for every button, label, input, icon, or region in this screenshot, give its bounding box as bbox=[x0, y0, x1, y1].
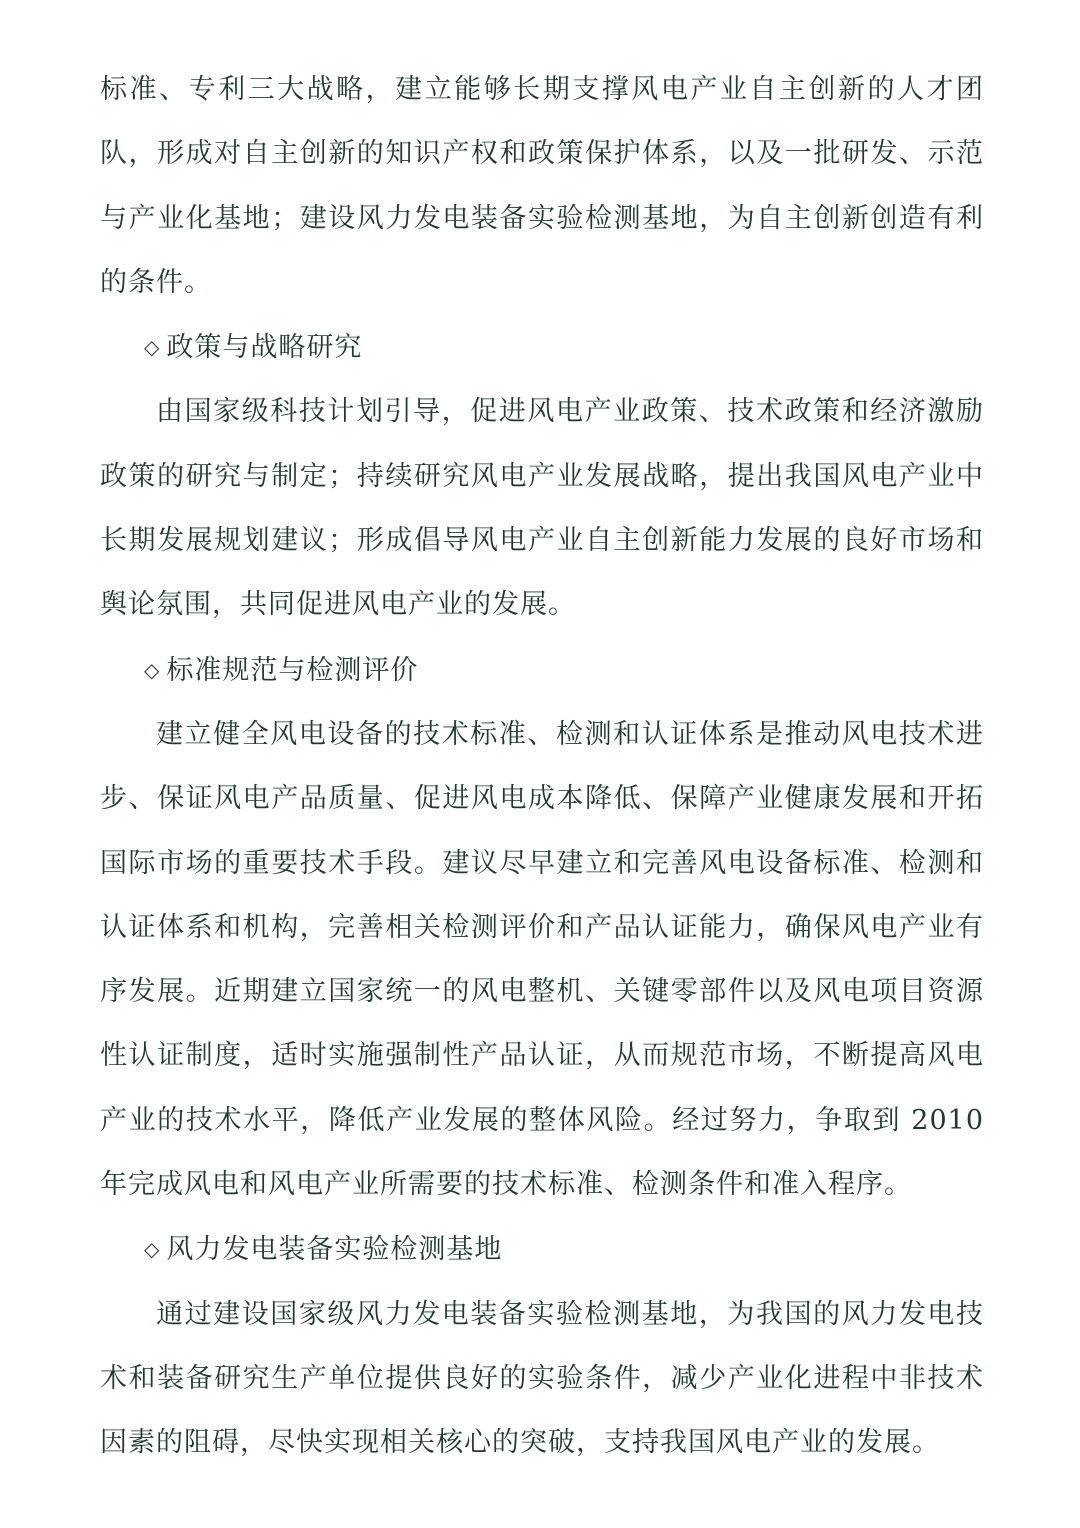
section-heading-testing-base bbox=[100, 1217, 984, 1282]
section-heading-label: 风力发电装备实验检测基地 bbox=[166, 1234, 503, 1266]
paragraph-testing-base: 通过建设国家级风力发电装备实验检测基地，为我国的风力发电技术和装备研究生产单位提供良好的实验条件，减少产业化进程中非技术因素的阻碍，尽快实现相关核心的突破，支持我国风电产业的发展。 bbox=[100, 1298, 984, 1459]
diamond-bullet-icon: ◇ bbox=[144, 335, 161, 360]
document-page bbox=[100, 58, 984, 1476]
section-heading-policy-strategy bbox=[100, 315, 984, 380]
diamond-bullet-icon: ◇ bbox=[144, 657, 161, 682]
section-heading-label: 政策与战略研究 bbox=[166, 332, 363, 364]
section-heading-label: 标准规范与检测评价 bbox=[166, 654, 419, 686]
paragraph-standards-testing: 建立健全风电设备的技术标准、检测和认证体系是推动风电技术进步、保证风电产品质量、促进风电成本降低、保障产业健康发展和开拓国际市场的重要技术手段。建议尽早建立和完善风电设备标准、检测和认证体系和机构，完善相关检测评价和产品认证能力，确保风电产业有序发展。近期建立国家统一的风电整机、关键零部件以及风电项目资源性认证制度，适时实施强制性产品认证，从而规范市场，不断提高风电产业的技术水平，降低产业发展的整体风险。经过努力，争取到 2010 年完成风电和风电产业所需要的技术标准、检测条件和准入程序。 bbox=[100, 718, 984, 1201]
section-heading-standards-testing bbox=[100, 638, 984, 703]
paragraph-continuation: 标准、专利三大战略，建立能够长期支撑风电产业自主创新的人才团队，形成对自主创新的知识产权和政策保护体系，以及一批研发、示范与产业化基地；建设风力发电装备实验检测基地，为自主创新创造有利的条件。 bbox=[100, 74, 984, 298]
diamond-bullet-icon: ◇ bbox=[144, 1237, 161, 1262]
paragraph-policy-strategy: 由国家级科技计划引导，促进风电产业政策、技术政策和经济激励政策的研究与制定；持续研究风电产业发展战略，提出我国风电产业中长期发展规划建议；形成倡导风电产业自主创新能力发展的良好市场和舆论氛围，共同促进风电产业的发展。 bbox=[100, 396, 984, 621]
